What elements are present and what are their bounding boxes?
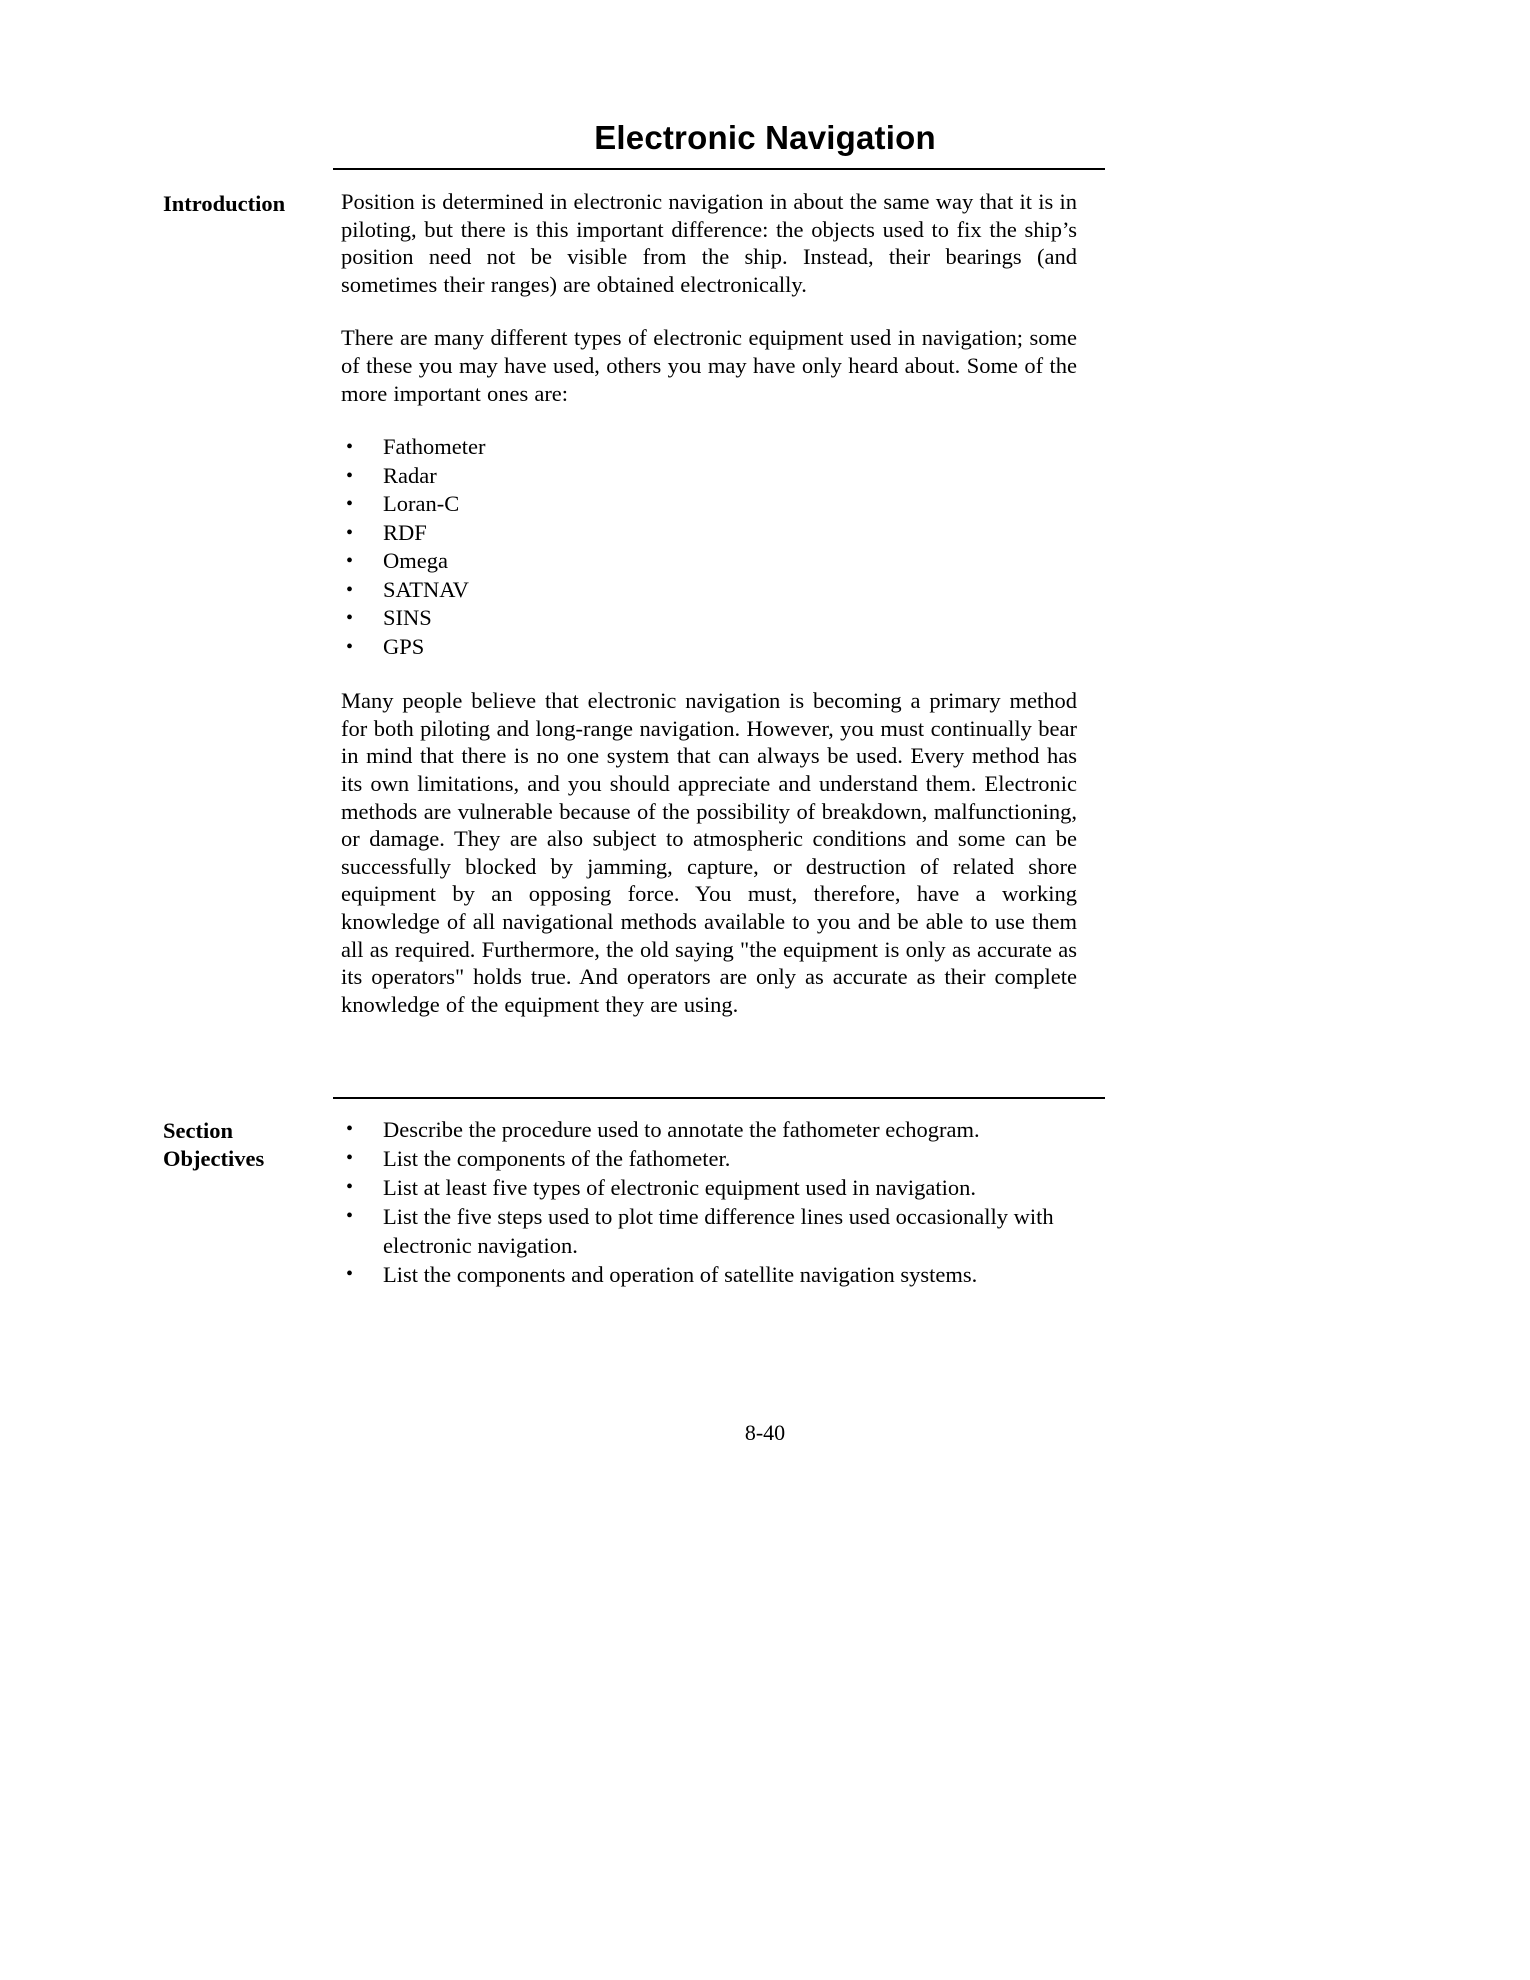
list-item <box>341 547 1077 576</box>
bullet-icon: • <box>346 1263 354 1285</box>
intro-paragraph-1: Position is determined in electronic navigation in about the same way that it is in piloting, but there is this important difference: the objects used to fix the ship’s position need not be visible from the ship. Instead, their bearings (and sometimes their ranges) are obtained electronically. <box>341 189 1077 297</box>
introduction-body <box>341 188 1077 1044</box>
page-number: 8-40 <box>744 1420 786 1445</box>
list-item <box>341 633 1077 662</box>
objectives-list <box>341 1115 1077 1289</box>
section-label-objectives <box>163 1117 328 1173</box>
list-item-label: List at least five types of electronic equipment used in navigation. <box>383 1175 976 1200</box>
list-item <box>341 576 1077 605</box>
list-item <box>341 1202 1077 1260</box>
list-item-label: Describe the procedure used to annotate the fathometer echogram. <box>383 1117 980 1142</box>
list-item-label: Fathometer <box>383 434 486 460</box>
equipment-list <box>341 433 1077 661</box>
intro-paragraph-2: There are many different types of electronic equipment used in navigation; some of these you may have used, others you may have only heard about. Some of the more important ones are: <box>341 325 1077 406</box>
bullet-icon: • <box>346 635 354 658</box>
bullet-icon: • <box>346 436 354 459</box>
bullet-icon: • <box>346 607 354 630</box>
page-title: Electronic Navigation <box>594 119 936 156</box>
bullet-icon: • <box>346 521 354 544</box>
list-item <box>341 433 1077 462</box>
list-item <box>341 519 1077 548</box>
bullet-icon: • <box>346 464 354 487</box>
list-item-label: Loran-C <box>383 491 460 517</box>
horizontal-rule-top <box>333 168 1105 170</box>
list-item-label: List the components and operation of satellite navigation systems. <box>383 1262 978 1287</box>
list-item <box>341 1260 1077 1289</box>
bullet-icon: • <box>346 1118 354 1140</box>
bullet-icon: • <box>346 1205 354 1227</box>
bullet-icon: • <box>346 1176 354 1198</box>
list-item-label: List the components of the fathometer. <box>383 1146 731 1171</box>
list-item-label: SINS <box>383 605 432 631</box>
list-item <box>341 490 1077 519</box>
bullet-icon: • <box>346 1147 354 1169</box>
list-item-label: List the five steps used to plot time difference lines used occasionally with electronic navigation. <box>383 1204 1054 1258</box>
list-item <box>341 1115 1077 1144</box>
bullet-icon: • <box>346 493 354 516</box>
section-label-introduction: Introduction <box>163 191 286 216</box>
section-label-objectives-line1: Section <box>163 1118 233 1143</box>
section-objectives-body <box>341 1115 1077 1315</box>
list-item <box>341 1144 1077 1173</box>
list-item-label: Omega <box>383 548 448 574</box>
bullet-icon: • <box>346 578 354 601</box>
bullet-icon: • <box>346 550 354 573</box>
list-item <box>341 1173 1077 1202</box>
horizontal-rule-bottom <box>333 1097 1105 1099</box>
list-item-label: Radar <box>383 462 437 488</box>
list-item-label: RDF <box>383 519 427 545</box>
list-item-label: SATNAV <box>383 576 469 602</box>
section-label-objectives-line2: Objectives <box>163 1146 265 1171</box>
list-item <box>341 604 1077 633</box>
intro-closing-paragraph: Many people believe that electronic navigation is becoming a primary method for both piloting and long-range navigation. However, you must continually bear in mind that there is no one system that can always be used. Every method has its own limitations, and you should appreciate and understand them. Electronic methods are vulnerable because of the possibility of breakdown, malfunctioning, or damage. They are also subject to atmospheric conditions and some can be successfully blocked by jamming, capture, or destruction of related shore equipment by an opposing force. You must, therefore, have a working knowledge of all navigational methods available to you and be able to use them all as required. Furthermore, the old saying "the equipment is only as accurate as its operators" holds true. And operators are only as accurate as their complete knowledge of the equipment they are using. <box>341 688 1077 1017</box>
list-item-label: GPS <box>383 633 425 659</box>
list-item <box>341 462 1077 491</box>
